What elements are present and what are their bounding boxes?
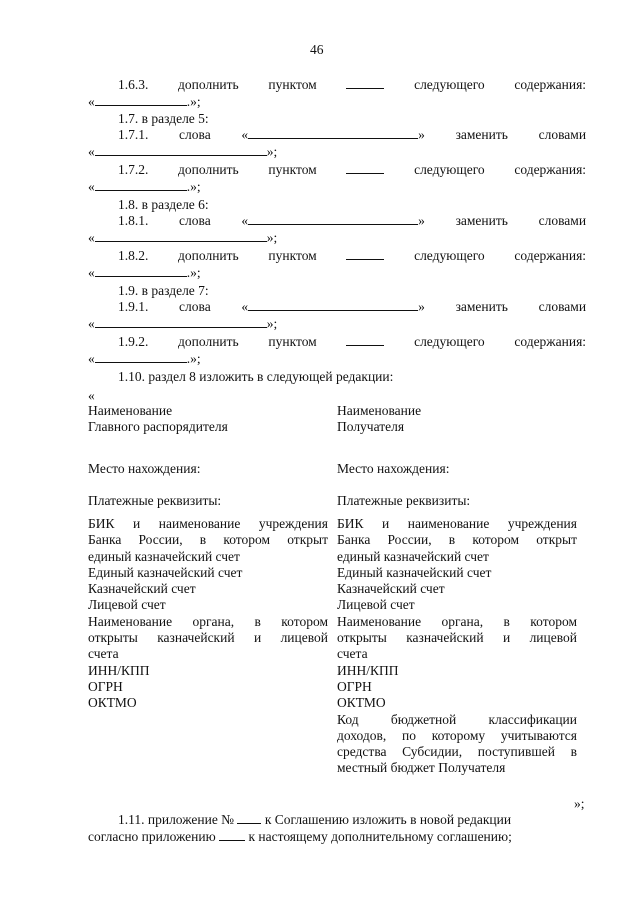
right-bank-details: БИК и наименование учреждения Банка России, в котором открыт единый казначейский счет Единый казначейский счет Казначейский счет Лицевой счет Наименование органа, в котором открыты казначейский и лицевой счета ИНН/КПП ОГРН ОКТМО Код бюджетной классификации доходов, по которому учитываются средства Субсидии, поступившей в местный бюджет Получателя bbox=[337, 516, 577, 776]
item-1-7: 1.7. в разделе 5: bbox=[118, 111, 209, 126]
left-bank-details: БИК и наименование учреждения Банка России, в котором открыт единый казначейский счет Единый казначейский счет Казначейский счет Лицевой счет Наименование органа, в котором открыты казначейский и лицевой счета ИНН/КПП ОГРН ОКТМО bbox=[88, 516, 328, 711]
item-1-6-3: 1.6.3. дополнить пунктом следующего содержания: bbox=[118, 77, 587, 92]
item-1-8-1-content: « »; bbox=[88, 230, 278, 245]
close-quote: »; bbox=[574, 796, 585, 811]
left-location: Место нахождения: bbox=[88, 461, 201, 476]
item-1-7-2: 1.7.2. дополнить пунктом следующего содержания: bbox=[118, 162, 587, 177]
item-1-8-2-content: « .»; bbox=[88, 265, 201, 280]
item-1-8-1: 1.8.1. слова « » заменить словами bbox=[118, 213, 587, 228]
item-1-7-1-content: « »; bbox=[88, 144, 278, 159]
item-1-7-2-content: « .»; bbox=[88, 179, 201, 194]
right-location: Место нахождения: bbox=[337, 461, 450, 476]
left-requisites-column: Наименование Главного распорядителя bbox=[88, 403, 228, 435]
item-1-8: 1.8. в разделе 6: bbox=[118, 197, 209, 212]
item-1-9: 1.9. в разделе 7: bbox=[118, 283, 209, 298]
item-1-9-2: 1.9.2. дополнить пунктом следующего содержания: bbox=[118, 334, 587, 349]
left-payment: Платежные реквизиты: bbox=[88, 493, 222, 508]
item-1-6-3-content: « .»; bbox=[88, 94, 201, 109]
page-number: 46 bbox=[310, 42, 324, 57]
item-1-9-2-content: « .»; bbox=[88, 351, 201, 366]
right-payment: Платежные реквизиты: bbox=[337, 493, 471, 508]
item-1-7-1: 1.7.1. слова « » заменить словами bbox=[118, 127, 587, 142]
blank-field bbox=[346, 77, 384, 89]
right-requisites-column: Наименование Получателя bbox=[337, 403, 422, 435]
item-1-9-1: 1.9.1. слова « » заменить словами bbox=[118, 299, 587, 314]
open-quote: « bbox=[88, 388, 95, 403]
item-1-11-line2: согласно приложению к настоящему дополнительному соглашению; bbox=[88, 829, 512, 844]
item-1-10: 1.10. раздел 8 изложить в следующей редакции: bbox=[118, 369, 394, 384]
item-1-11-line1: 1.11. приложение № к Соглашению изложить в новой редакции bbox=[118, 812, 512, 827]
item-1-9-1-content: « »; bbox=[88, 316, 278, 331]
item-1-8-2: 1.8.2. дополнить пунктом следующего содержания: bbox=[118, 248, 587, 263]
